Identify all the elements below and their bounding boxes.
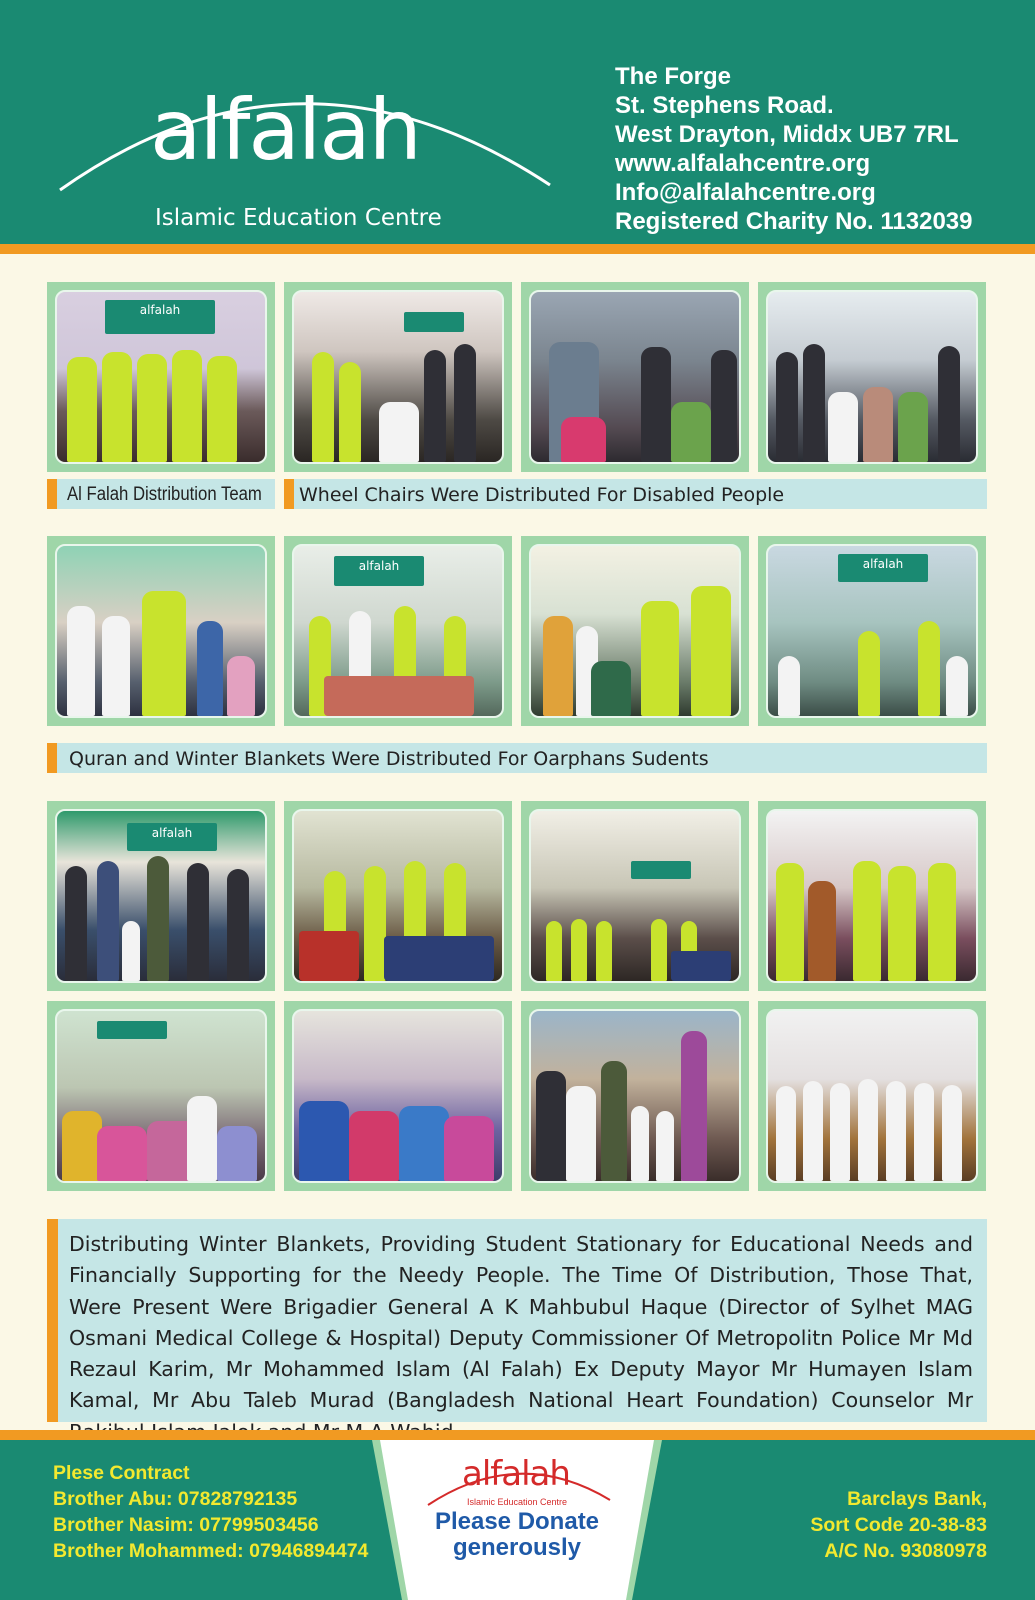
photo-gathering-1 bbox=[47, 1001, 275, 1191]
photo-ceremony-4 bbox=[758, 801, 986, 991]
donate-message: Please Donate generously bbox=[434, 1508, 600, 1561]
charity-number: Registered Charity No. 1132039 bbox=[615, 208, 973, 235]
photo-quran-3 bbox=[521, 536, 749, 726]
address-block bbox=[615, 62, 973, 236]
footer-logo-subtitle: Islamic Education Centre bbox=[466, 1497, 568, 1507]
email-link[interactable]: Info@alfalahcentre.org bbox=[615, 179, 876, 206]
footer-stripe bbox=[0, 1430, 1035, 1440]
caption-distribution-team: Al Falah Distribution Team bbox=[47, 479, 275, 509]
photo-quran-4: alfalah bbox=[758, 536, 986, 726]
address-line: The Forge bbox=[615, 63, 732, 90]
photo-gathering-4 bbox=[758, 1001, 986, 1191]
website-link[interactable]: www.alfalahcentre.org bbox=[615, 150, 871, 177]
photo-wheelchair-3 bbox=[758, 282, 986, 472]
photo-ceremony-2 bbox=[284, 801, 512, 991]
photo-distribution-team bbox=[47, 282, 275, 472]
photo-wheelchair-2 bbox=[521, 282, 749, 472]
logo-wordmark: alfalah bbox=[150, 81, 420, 179]
bank-name: Barclays Bank, bbox=[847, 1488, 987, 1510]
caption-wheelchairs: Wheel Chairs Were Distributed For Disabled People bbox=[284, 479, 987, 509]
photo-ceremony-1: alfalah bbox=[47, 801, 275, 991]
logo-subtitle: Islamic Education Centre bbox=[155, 205, 442, 231]
contact-phone[interactable]: Brother Mohammed: 07946894474 bbox=[53, 1540, 369, 1562]
photo-quran-1 bbox=[47, 536, 275, 726]
photo-gathering-3 bbox=[521, 1001, 749, 1191]
account-number: A/C No. 93080978 bbox=[824, 1540, 987, 1562]
description-box bbox=[47, 1219, 987, 1422]
photo-banner: alfalah bbox=[105, 300, 215, 334]
contact-list bbox=[53, 1460, 368, 1564]
photo-wheelchair-1 bbox=[284, 282, 512, 472]
photo-quran-2: alfalah bbox=[284, 536, 512, 726]
bank-details bbox=[810, 1486, 987, 1564]
footer-logo-wordmark: alfalah bbox=[462, 1454, 570, 1494]
sort-code: Sort Code 20-38-83 bbox=[810, 1514, 987, 1536]
contact-phone[interactable]: Brother Nasim: 07799503456 bbox=[53, 1514, 319, 1536]
contact-heading: Plese Contract bbox=[53, 1462, 190, 1484]
photo-gathering-2 bbox=[284, 1001, 512, 1191]
contact-phone[interactable]: Brother Abu: 07828792135 bbox=[53, 1488, 298, 1510]
address-line: West Drayton, Middx UB7 7RL bbox=[615, 121, 959, 148]
header-stripe bbox=[0, 244, 1035, 254]
header-banner bbox=[0, 0, 1035, 244]
photo-ceremony-3 bbox=[521, 801, 749, 991]
description-text: Distributing Winter Blankets, Providing Student Stationary for Educational Needs and Financially Supporting for the Needy People. The Time Of Distribution, Those That, Were Present Were Brigadier General A K Mahbubul Haque (Director of Sylhet MAG Osmani Medical College & Hospital) Deputy Commissioner Of Metropolitn Police Mr Md Rezaul Karim, Mr Mohammed Islam (Al Falah) Ex Deputy Mayor Mr Humayen Islam Kamal, Mr Abu Taleb Murad (Bangladesh National Heart Foundation) Counselor Mr bbox=[69, 1232, 973, 1413]
address-line: St. Stephens Road. bbox=[615, 92, 834, 119]
caption-quran-blankets: Quran and Winter Blankets Were Distributed For Oarphans Sudents bbox=[47, 743, 987, 773]
